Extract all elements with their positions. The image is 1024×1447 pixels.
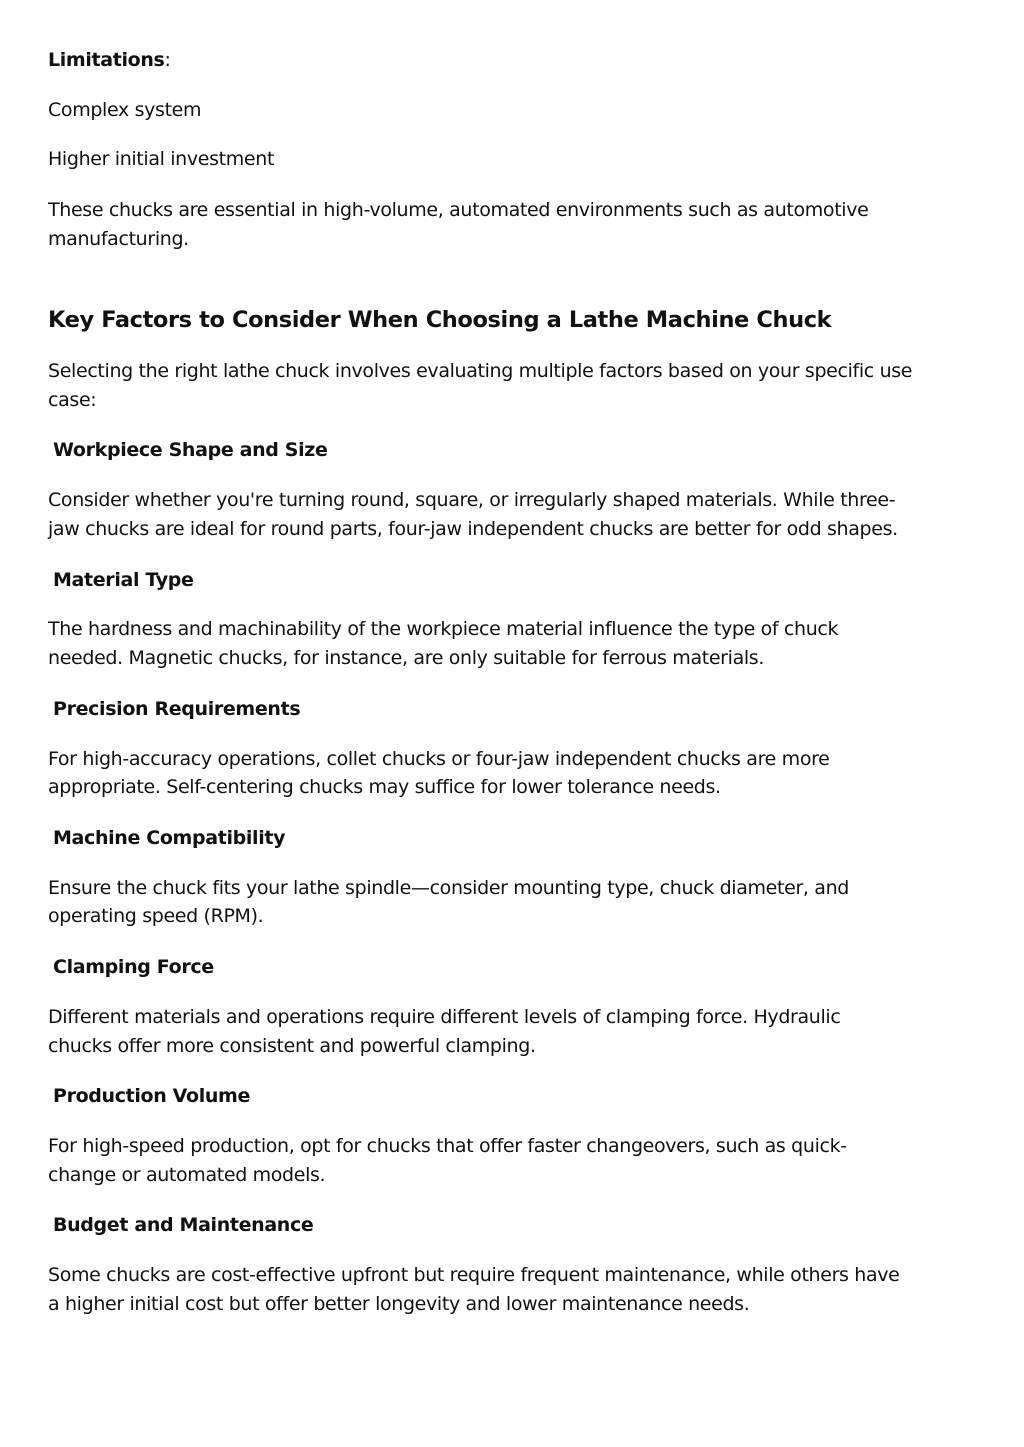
factor-body-line: needed. Magnetic chucks, for instance, are only suitable for ferrous materials.	[48, 647, 765, 669]
limitation-item: Higher initial investment	[48, 148, 275, 170]
limitations-label: Limitations	[48, 49, 165, 71]
factor-body-line: Ensure the chuck fits your lathe spindle—consider mounting type, chuck diameter, and	[48, 877, 849, 899]
limitations-colon: :	[164, 49, 171, 71]
factor-body-line: For high-accuracy operations, collet chucks or four-jaw independent chucks are more	[48, 748, 830, 770]
factor-title: Clamping Force	[53, 956, 214, 978]
factor-title: Budget and Maintenance	[53, 1214, 314, 1236]
factor-title: Workpiece Shape and Size	[53, 439, 328, 461]
factor-title: Precision Requirements	[53, 698, 301, 720]
factor-body-line: Different materials and operations require different levels of clamping force. Hydraulic	[48, 1006, 841, 1028]
factor-body-line: Consider whether you're turning round, square, or irregularly shaped materials. While three-	[48, 489, 896, 511]
limitation-item: Complex system	[48, 99, 202, 121]
intro-line: Selecting the right lathe chuck involves evaluating multiple factors based on your specific use	[48, 360, 913, 382]
factor-title: Material Type	[53, 569, 194, 591]
factor-body-line: operating speed (RPM).	[48, 905, 264, 927]
limitations-summary-line: These chucks are essential in high-volume, automated environments such as automotive	[48, 199, 869, 221]
intro-line: case:	[48, 389, 97, 411]
factor-body-line: change or automated models.	[48, 1164, 326, 1186]
factor-title: Machine Compatibility	[53, 827, 286, 849]
factor-body-line: jaw chucks are ideal for round parts, four-jaw independent chucks are better for odd shapes.	[48, 518, 898, 540]
factor-body-line: Some chucks are cost-effective upfront but require frequent maintenance, while others have	[48, 1264, 900, 1286]
factor-body-line: For high-speed production, opt for chucks that offer faster changeovers, such as quick-	[48, 1135, 847, 1157]
factor-body-line: a higher initial cost but offer better longevity and lower maintenance needs.	[48, 1293, 750, 1315]
factor-body-line: chucks offer more consistent and powerful clamping.	[48, 1035, 536, 1057]
factor-body-line: appropriate. Self-centering chucks may suffice for lower tolerance needs.	[48, 776, 721, 798]
factor-body-line: The hardness and machinability of the workpiece material influence the type of chuck	[48, 618, 839, 640]
section-heading: Key Factors to Consider When Choosing a Lathe Machine Chuck	[48, 307, 832, 333]
factor-title: Production Volume	[53, 1085, 251, 1107]
limitations-summary-line: manufacturing.	[48, 228, 189, 250]
limitations-heading	[48, 46, 171, 75]
